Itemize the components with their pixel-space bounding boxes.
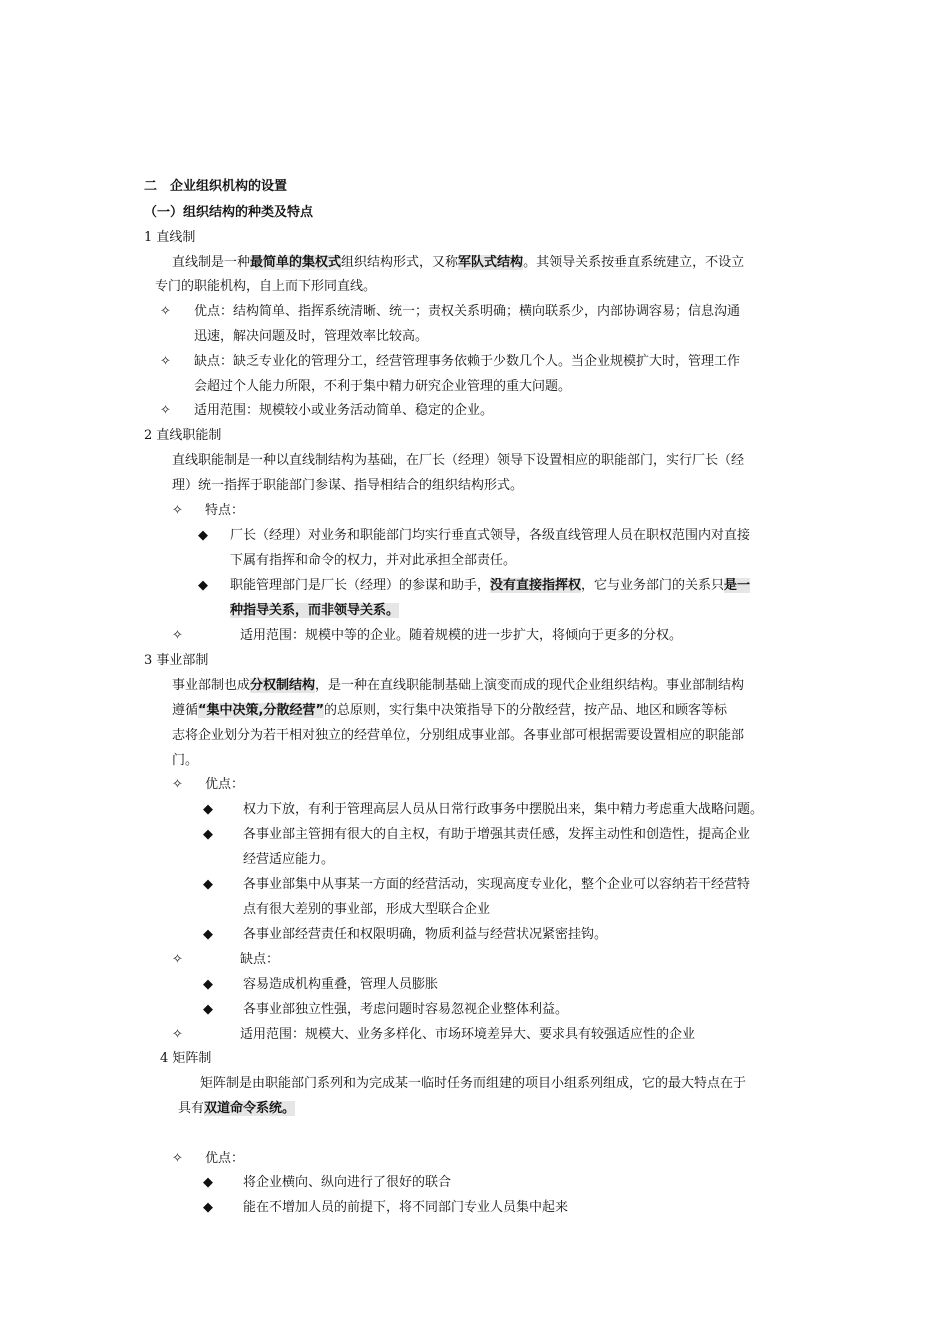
text-run: 组织结构形式，又称 [341, 255, 459, 270]
text-run: ，是一种在直线职能制基础上演变而成的现代企业组织结构。事业部制结构 [315, 678, 745, 693]
text-run: ，它与业务部门的关系只 [581, 578, 725, 593]
s3-paragraph-line-3: 志将企业划分为若干相对独立的经营单位，分别组成事业部。各事业部可根据需要设置相应的职能部 [172, 728, 745, 743]
highlight-text: 种指导关系，而非领导关系。 [230, 603, 400, 618]
diamond-bullet-icon: ◆ [203, 1002, 213, 1017]
s1-paragraph-line-1 [172, 254, 744, 272]
s3-advantage-3-line-2: 点有很大差别的事业部，形成大型联合企业 [243, 902, 491, 917]
diamond-bullet-icon: ◆ [198, 528, 208, 543]
s3-advantage-3-line-1: 各事业部集中从事某一方面的经营活动，实现高度专业化，整个企业可以容纳若干经营特 [243, 877, 751, 892]
hollow-diamond-bullet-icon: ✧ [172, 952, 183, 967]
text-run: 的总原则，实行集中决策指导下的分散经营，按产品、地区和顾客等标 [324, 703, 728, 718]
s3-paragraph-line-4: 门。 [172, 753, 199, 768]
highlight-text: 军队式结构 [458, 255, 524, 270]
s3-advantage-1: 权力下放，有利于管理高层人员从日常行政事务中摆脱出来，集中精力考虑重大战略问题。 [243, 802, 764, 817]
s3-advantage-2-line-2: 经营适应能力。 [243, 852, 335, 867]
section-1-title: 1 直线制 [144, 230, 196, 245]
highlight-text: 没有直接指挥权 [490, 578, 582, 593]
section-3-title: 3 事业部制 [144, 653, 209, 668]
diamond-bullet-icon: ◆ [203, 977, 213, 992]
s4-paragraph-line-1: 矩阵制是由职能部门系列和为完成某一临时任务而组建的项目小组系列组成，它的最大特点在于 [200, 1076, 747, 1091]
diamond-bullet-icon: ◆ [203, 1200, 213, 1215]
hollow-diamond-bullet-icon: ✧ [172, 628, 183, 643]
hollow-diamond-bullet-icon: ✧ [172, 1027, 183, 1042]
s2-paragraph-line-1: 直线职能制是一种以直线制结构为基础，在厂长（经理）领导下设置相应的职能部门，实行厂长（经 [172, 453, 745, 468]
hollow-diamond-bullet-icon: ✧ [172, 503, 183, 518]
s3-advantage-4: 各事业部经营责任和权限明确，物质利益与经营状况紧密挂钩。 [243, 927, 608, 942]
subsection-heading: （一）组织结构的种类及特点 [144, 205, 314, 220]
highlight-text: 最简单的集权式 [250, 255, 342, 270]
s3-disadvantage-2: 各事业部独立性强，考虑问题时容易忽视企业整体利益。 [243, 1002, 569, 1017]
hollow-diamond-bullet-icon: ✧ [172, 777, 183, 792]
s3-paragraph-line-2 [172, 702, 727, 720]
text-run: 事业部制也成 [172, 678, 251, 693]
section-4-title: 4 矩阵制 [160, 1051, 212, 1066]
s1-paragraph-line-2: 专门的职能机构，自上而下形同直线。 [155, 279, 377, 294]
section-heading: 二 企业组织机构的设置 [144, 179, 288, 194]
s2-scope: 适用范围：规模中等的企业。随着规模的进一步扩大，将倾向于更多的分权。 [240, 628, 683, 643]
s3-scope: 适用范围：规模大、业务多样化、市场环境差异大、要求具有较强适应性的企业 [240, 1027, 696, 1042]
text-run: 。其领导关系按垂直系统建立，不设立 [523, 255, 745, 270]
s4-advantage-1: 将企业横向、纵向进行了很好的联合 [243, 1175, 452, 1190]
s3-advantage-2-line-1: 各事业部主管拥有很大的自主权，有助于增强其责任感，发挥主动性和创造性，提高企业 [243, 827, 751, 842]
diamond-bullet-icon: ◆ [203, 802, 213, 817]
s1-disadvantages-line-2: 会超过个人能力所限，不利于集中精力研究企业管理的重大问题。 [194, 379, 572, 394]
diamond-bullet-icon: ◆ [203, 877, 213, 892]
s1-advantages-line-2: 迅速，解决问题及时，管理效率比较高。 [194, 329, 429, 344]
hollow-diamond-bullet-icon: ✧ [160, 304, 171, 319]
s3-disadvantages-label: 缺点： [240, 952, 280, 967]
s2-paragraph-line-2: 理）统一指挥于职能部门参谋、指导相结合的组织结构形式。 [172, 478, 524, 493]
text-run: 遵循 [172, 703, 199, 718]
diamond-bullet-icon: ◆ [203, 1175, 213, 1190]
hollow-diamond-bullet-icon: ✧ [172, 1151, 183, 1166]
s1-scope: 适用范围：规模较小或业务活动简单、稳定的企业。 [194, 403, 494, 418]
s3-paragraph-line-1 [172, 677, 744, 695]
s2-feature-2-line-1 [230, 577, 750, 595]
s1-disadvantages-line-1: 缺点：缺乏专业化的管理分工，经营管理事务依赖于少数几个人。当企业规模扩大时，管理工作 [194, 354, 741, 369]
highlight-text: 分权制结构 [250, 678, 316, 693]
s3-disadvantage-1: 容易造成机构重叠，管理人员膨胀 [243, 977, 439, 992]
hollow-diamond-bullet-icon: ✧ [160, 354, 171, 369]
text-run: 具有 [178, 1101, 205, 1116]
s2-features-label: 特点： [205, 503, 245, 518]
s1-advantages-line-1: 优点：结构简单、指挥系统清晰、统一；责权关系明确；横向联系少，内部协调容易；信息沟通 [194, 304, 741, 319]
highlight-text: 是一 [724, 578, 751, 593]
text-run: 职能管理部门是厂长（经理）的参谋和助手， [230, 578, 491, 593]
highlight-text: 双道命令系统。 [204, 1101, 296, 1116]
highlight-text: “集中决策,分散经营” [198, 703, 325, 718]
s2-feature-2-line-2 [230, 602, 399, 620]
s4-advantage-2: 能在不增加人员的前提下，将不同部门专业人员集中起来 [243, 1200, 569, 1215]
diamond-bullet-icon: ◆ [198, 578, 208, 593]
s4-advantages-label: 优点： [205, 1151, 245, 1166]
s3-advantages-label: 优点： [205, 777, 245, 792]
diamond-bullet-icon: ◆ [203, 927, 213, 942]
diamond-bullet-icon: ◆ [203, 827, 213, 842]
text-run: 直线制是一种 [172, 255, 251, 270]
s2-feature-1-line-2: 下属有指挥和命令的权力，并对此承担全部责任。 [230, 553, 517, 568]
s4-paragraph-line-2 [178, 1100, 295, 1118]
section-2-title: 2 直线职能制 [144, 428, 222, 443]
s2-feature-1-line-1: 厂长（经理）对业务和职能部门均实行垂直式领导，各级直线管理人员在职权范围内对直接 [230, 528, 751, 543]
hollow-diamond-bullet-icon: ✧ [160, 403, 171, 418]
